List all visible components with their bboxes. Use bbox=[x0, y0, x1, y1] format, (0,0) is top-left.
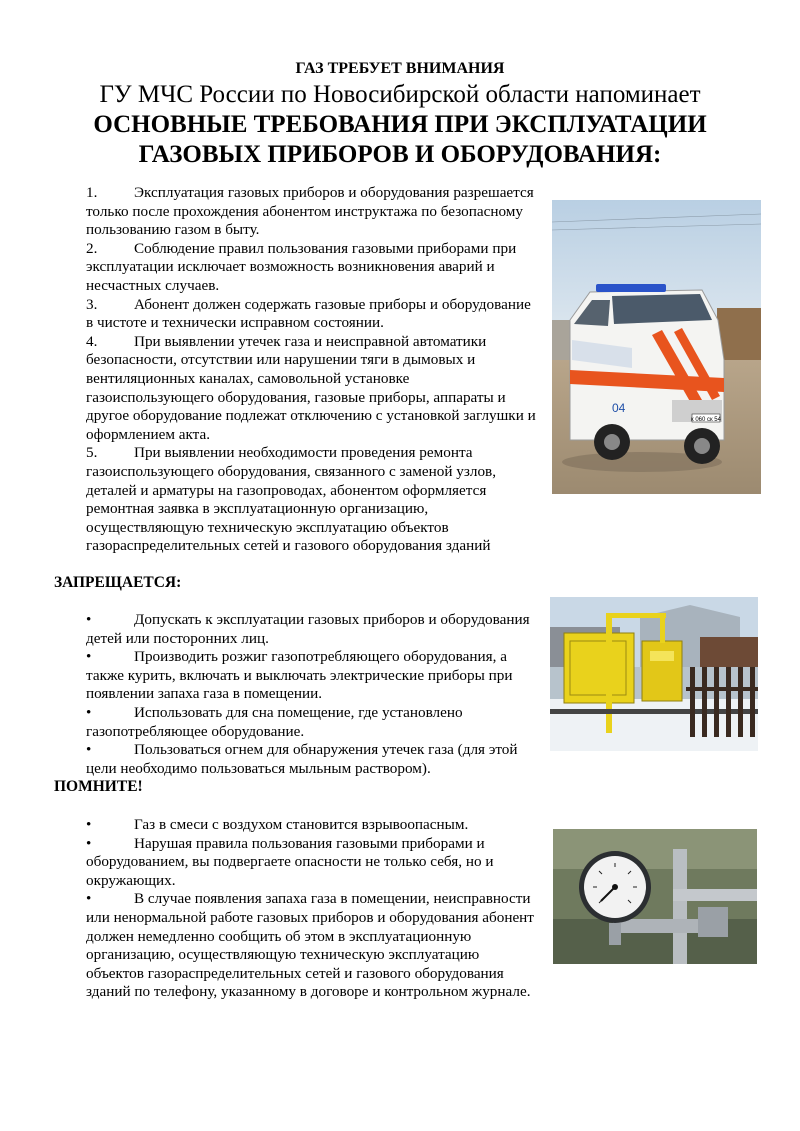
requirement-text-rest: газоиспользующего оборудования, связанного с заменой узлов, деталей и арматуры на газопроводах, абонентом оформляется ремонтная заявка в эксплуатационную организацию, осуществляющую техническую эксплуатацию объектов газораспределительных сетей и газового оборудования зданий bbox=[86, 462, 497, 555]
forbidden-text-rest: этой цели необходимо пользоваться мыльным раствором). bbox=[86, 741, 518, 777]
van-plate-text: к 060 ск 54 bbox=[691, 417, 721, 423]
remember-text-first: В случае появления запаха газа в помещении, bbox=[134, 890, 430, 908]
van-number-text: 04 bbox=[612, 401, 626, 415]
bullet: • bbox=[86, 611, 92, 628]
forbidden-text-rest: газопотребляющее оборудование. bbox=[86, 722, 305, 740]
forbidden-text-rest: оборудования детей или посторонних лиц. bbox=[86, 611, 530, 647]
requirement-text-first: Соблюдение правил пользования газовыми приборами bbox=[134, 239, 489, 257]
requirement-text-rest: разрешается только после прохождения абонентом инструктажа по безопасному пользованию газом в быту. bbox=[86, 184, 534, 239]
requirement-item bbox=[86, 296, 536, 333]
remember-item bbox=[86, 890, 536, 1002]
requirement-text-first: Абонент должен содержать газовые приборы и bbox=[134, 295, 439, 313]
requirement-text-first: При выявлении необходимости проведения ремонта bbox=[134, 444, 473, 462]
forbidden-text-rest: а также курить, включать и выключать электрические приборы при появлении запаха газа в помещении. bbox=[86, 648, 513, 703]
forbidden-item bbox=[86, 741, 536, 778]
requirement-item bbox=[86, 333, 536, 445]
forbidden-title: ЗАПРЕЩАЕТСЯ: bbox=[54, 574, 182, 591]
header-title-line2: ГАЗОВЫХ ПРИБОРОВ И ОБОРУДОВАНИЯ: bbox=[138, 141, 662, 168]
bullet: • bbox=[86, 648, 92, 666]
gas-cabinet-photo bbox=[550, 597, 758, 751]
remember-text-first: Нарушая правила пользования газовыми приборами и bbox=[134, 834, 485, 852]
bullet: • bbox=[86, 834, 92, 852]
requirement-text-rest: оборудование в чистоте и технически исправном состоянии. bbox=[86, 295, 531, 332]
remember-list bbox=[86, 816, 536, 1002]
requirement-item bbox=[86, 184, 536, 240]
requirement-number: 1. bbox=[86, 184, 98, 201]
forbidden-text-first: Использовать для сна помещение, где установлено bbox=[134, 703, 463, 721]
forbidden-text-first: Допускать к эксплуатации газовых приборов и bbox=[134, 611, 437, 628]
requirements-list bbox=[86, 184, 536, 556]
remember-item bbox=[86, 816, 536, 835]
requirement-text-rest: безопасности, отсутствии или нарушении тяги в дымовых и вентиляционных каналах, самовольной установке газоиспользующего оборудования, газовые приборы, аппараты и другое оборудование подлежат отключению с установкой заглушки и оформлением акта. bbox=[86, 351, 536, 443]
forbidden-item bbox=[86, 704, 536, 741]
forbidden-text-first: Производить розжиг газопотребляющего оборудования, bbox=[134, 648, 497, 666]
forbidden-item bbox=[86, 611, 536, 648]
header-organization: ГУ МЧС России по Новосибирской области напоминает bbox=[99, 81, 701, 108]
requirement-item bbox=[86, 444, 536, 556]
bullet: • bbox=[86, 741, 92, 759]
forbidden-list bbox=[86, 611, 536, 778]
requirement-number: 3. bbox=[86, 295, 98, 313]
rescue-van-photo bbox=[552, 200, 761, 494]
requirement-item bbox=[86, 240, 536, 296]
header-title-line1: ОСНОВНЫЕ ТРЕБОВАНИЯ ПРИ ЭКСПЛУАТАЦИИ bbox=[93, 111, 707, 138]
requirement-text-first: При выявлении утечек газа и неисправной автоматики bbox=[134, 332, 487, 350]
remember-item bbox=[86, 835, 536, 891]
forbidden-text-first: Пользоваться огнем для обнаружения утечек газа (для bbox=[134, 741, 486, 759]
pressure-gauge-photo bbox=[553, 829, 757, 964]
requirement-number: 5. bbox=[86, 444, 98, 462]
forbidden-item bbox=[86, 648, 536, 704]
remember-text-rest: оборудованием, вы подвергаете опасности не только себя, но и окружающих. bbox=[86, 853, 494, 889]
requirement-number: 2. bbox=[86, 239, 98, 257]
remember-text-rest: неисправности или ненормальной работе газовых приборов и оборудования абонент должен немедленно сообщить об этом в эксплуатационную организацию, осуществляющую техническую эксплуатацию объектов газораспределительных сетей и газового оборудования зданий по телефону, указанному в договоре и контрольном журнале. bbox=[86, 890, 534, 1001]
requirement-number: 4. bbox=[86, 332, 98, 350]
header-alert: ГАЗ ТРЕБУЕТ ВНИМАНИЯ bbox=[295, 60, 505, 77]
remember-text-first: Газ в смеси с воздухом становится взрывоопасным. bbox=[134, 816, 469, 833]
remember-title: ПОМНИТЕ! bbox=[54, 778, 143, 795]
bullet: • bbox=[86, 703, 92, 721]
requirement-text-first: Эксплуатация газовых приборов и оборудования bbox=[134, 184, 450, 201]
page-header bbox=[0, 60, 800, 170]
requirement-text-rest: при эксплуатации исключает возможность возникновения аварий и несчастных случаев. bbox=[86, 239, 517, 294]
bullet: • bbox=[86, 890, 92, 908]
bullet: • bbox=[86, 816, 92, 833]
